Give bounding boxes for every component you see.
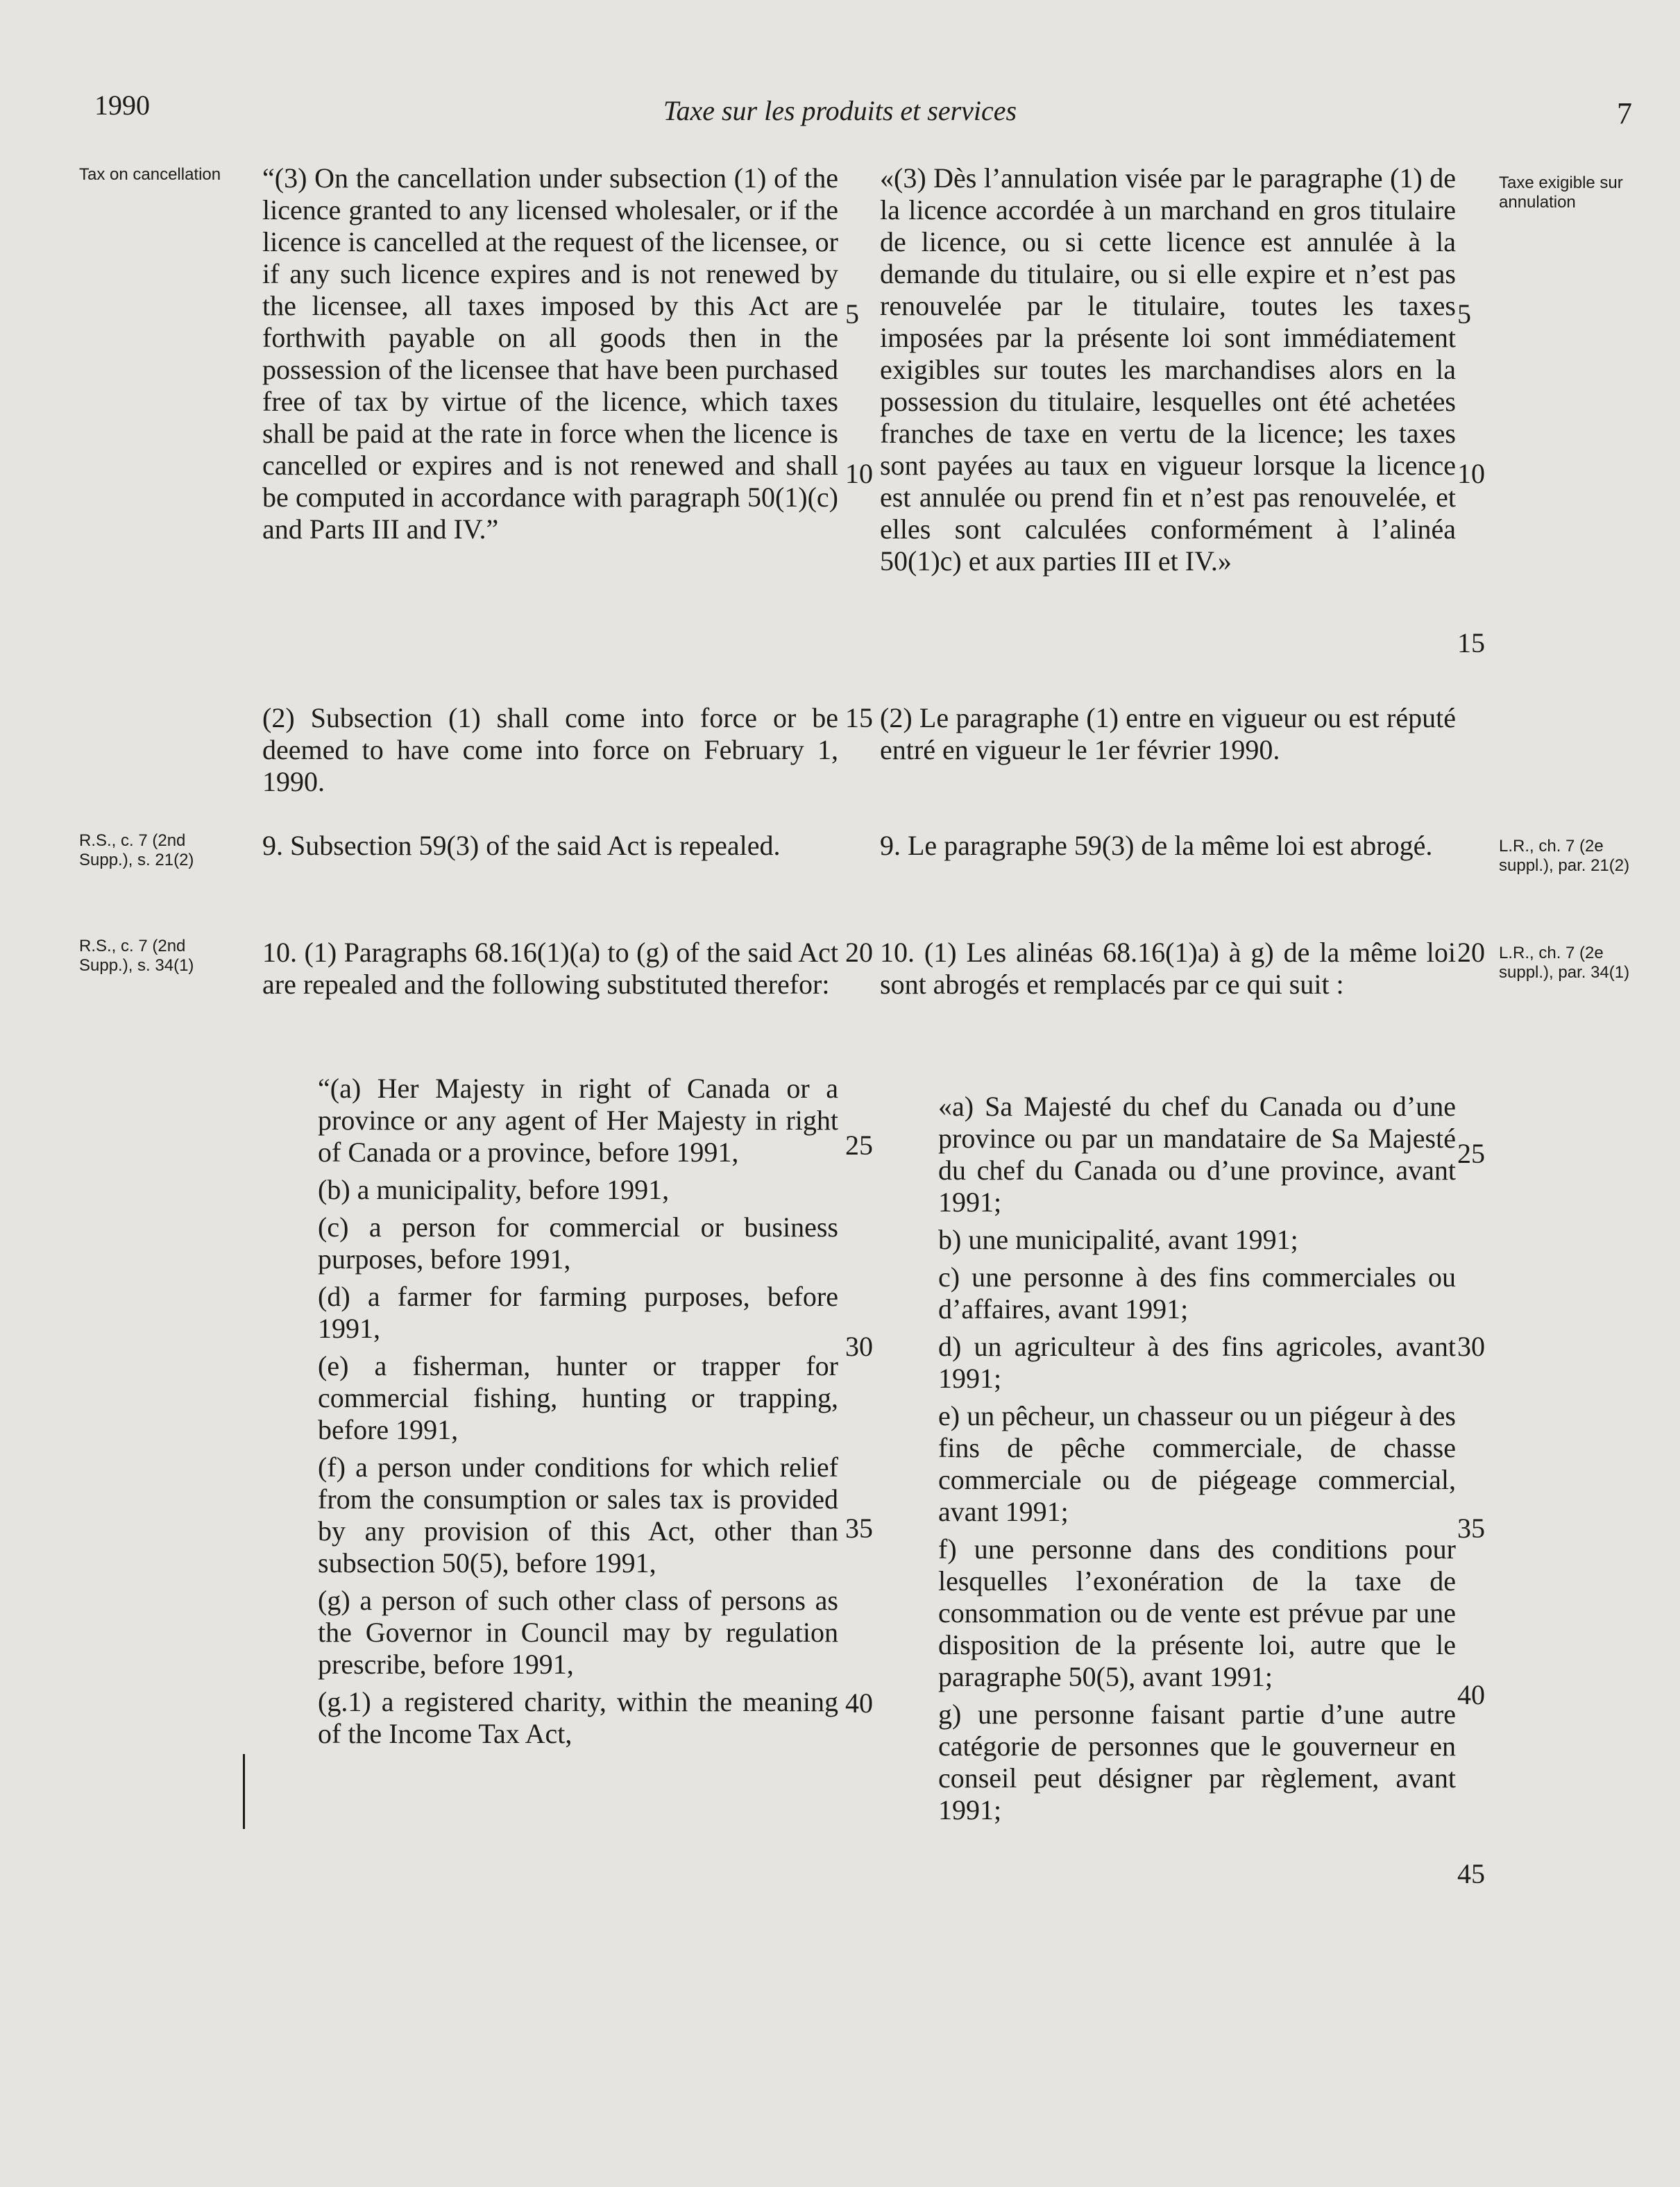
- fr-line-number: 25: [1457, 1138, 1485, 1169]
- en-paragraph-c: (c) a person for commercial or business purposes, before 1991,: [318, 1211, 838, 1275]
- fr-line-number: 35: [1457, 1513, 1485, 1544]
- en-section-10: [262, 937, 838, 1001]
- page-number: 7: [1617, 96, 1632, 130]
- en-line-number: 25: [845, 1130, 873, 1161]
- en-line-number: 10: [845, 458, 873, 489]
- en-subsection-2: [262, 702, 838, 798]
- fr-subsection-3: [880, 162, 1456, 577]
- en-section-10-text: 10. (1) Paragraphs 68.16(1)(a) to (g) of the said Act are repealed and the following substituted therefor:: [262, 937, 838, 1000]
- header-title: Taxe sur les produits et services: [663, 95, 1017, 126]
- en-line-number: 40: [845, 1687, 873, 1719]
- fr-alinea-a: «a) Sa Majesté du chef du Canada ou d’une province ou par un mandataire de Sa Majesté du chef du Canada ou d’une province, avant 1991;: [938, 1091, 1456, 1218]
- fr-subsection-2: [880, 702, 1456, 766]
- fr-alinea-e: e) un pêcheur, un chasseur ou un piégeur à des fins de pêche commerciale, de chasse commerciale ou de piégeage commercial, avant 1991;: [938, 1400, 1456, 1527]
- fr-alinea-c: c) une personne à des fins commerciales ou d’affaires, avant 1991;: [938, 1261, 1456, 1325]
- fr-line-number: 40: [1457, 1679, 1485, 1710]
- margin-note-tax-on-cancellation: Tax on cancellation: [79, 165, 221, 184]
- margin-note-taxe-exigible: Taxe exigible sur annulation: [1499, 173, 1623, 212]
- en-subsection-2-text: (2) Subsection (1) shall come into force or be deemed to have come into force on February 1, 1990.: [262, 702, 838, 797]
- fr-section-10: [880, 937, 1456, 1001]
- fr-section-9: [880, 830, 1456, 862]
- en-section-9: [262, 830, 838, 862]
- fr-line-number: 15: [1457, 627, 1485, 658]
- en-subsection-3: [262, 162, 838, 545]
- fr-line-number: 5: [1457, 298, 1471, 330]
- amendment-bar: [243, 1754, 245, 1829]
- en-line-number: 5: [845, 298, 859, 330]
- en-line-number: 30: [845, 1331, 873, 1362]
- en-paragraph-g1: (g.1) a registered charity, within the meaning of the Income Tax Act,: [318, 1686, 838, 1749]
- margin-note-lr-34-1: L.R., ch. 7 (2e suppl.), par. 34(1): [1499, 944, 1630, 982]
- fr-section-10-text: 10. (1) Les alinéas 68.16(1)a) à g) de la même loi sont abrogés et remplacés par ce qui suit :: [880, 937, 1456, 1000]
- fr-alinea-g: g) une personne faisant partie d’une autre catégorie de personnes que le gouverneur en conseil peut désigner par règlement, avant 1991;: [938, 1699, 1456, 1826]
- en-subsection-3-text: “(3) On the cancellation under subsection (1) of the licence granted to any licensed wholesaler, or if the licence is cancelled at the request of the licensee, or if any such licence expires and is not renewed by the licensee, all taxes imposed by this Act are forthwith payable on all goods then in the possession of the licensee that have been purchased free of tax by virtue of the licence, which taxes shall be paid at the rate in force when the licence is cancelled or expires and is not renewed and shall be computed in accordance with paragraph 50(1)(c) and Parts III and IV.”: [262, 162, 838, 545]
- fr-section-9-text: 9. Le paragraphe 59(3) de la même loi est abrogé.: [880, 830, 1433, 861]
- fr-alinea-b: b) une municipalité, avant 1991;: [938, 1224, 1298, 1255]
- fr-alinea-d: d) un agriculteur à des fins agricoles, avant 1991;: [938, 1331, 1456, 1394]
- fr-line-number: 20: [1457, 937, 1485, 968]
- fr-line-number: 10: [1457, 458, 1485, 489]
- en-paragraph-list: [318, 1073, 838, 1755]
- en-paragraph-a: “(a) Her Majesty in right of Canada or a province or any agent of Her Majesty in right of Canada or a province, before 1991,: [318, 1073, 838, 1168]
- en-line-number: 20: [845, 937, 873, 968]
- margin-note-lr-21-2: L.R., ch. 7 (2e suppl.), par. 21(2): [1499, 837, 1630, 875]
- fr-subsection-3-text: «(3) Dès l’annulation visée par le paragraphe (1) de la licence accordée à un marchand en gros titulaire de licence, ou si cette licence est annulée à la demande du titulaire, ou si elle expire et n’est pas renouvelée par le titulaire, toutes les taxes imposées par la présente loi sont immédiatement exigibles sur toutes les marchandises alors en la possession du titulaire, lesquelles ont été achetées franches de taxe en vertu de la licence; les taxes sont payées au taux en vigueur lorsque la licence est annulée ou prend fin et n’est pas renouvelée, et elles sont calculées conformément à l’alinéa 50(1)c) et aux parties III et IV.»: [880, 162, 1456, 577]
- en-line-number: 35: [845, 1513, 873, 1544]
- fr-paragraph-list: [938, 1091, 1456, 1832]
- en-paragraph-g: (g) a person of such other class of persons as the Governor in Council may by regulation prescribe, before 1991,: [318, 1585, 838, 1680]
- en-paragraph-e: (e) a fisherman, hunter or trapper for commercial fishing, hunting or trapping, before 1991,: [318, 1350, 838, 1445]
- margin-note-rs-21-2: R.S., c. 7 (2nd Supp.), s. 21(2): [79, 831, 194, 869]
- header-year: 1990: [94, 90, 150, 121]
- en-line-number: 15: [845, 702, 873, 733]
- fr-line-number: 30: [1457, 1331, 1485, 1362]
- margin-note-rs-34-1: R.S., c. 7 (2nd Supp.), s. 34(1): [79, 937, 194, 975]
- en-paragraph-d: (d) a farmer for farming purposes, before 1991,: [318, 1281, 838, 1344]
- fr-line-number: 45: [1457, 1858, 1485, 1889]
- fr-alinea-f: f) une personne dans des conditions pour lesquelles l’exonération de la taxe de consommation ou de vente est prévue par une disposition de la présente loi, autre que le paragraphe 50(5), avant 1991;: [938, 1533, 1456, 1692]
- fr-subsection-2-text: (2) Le paragraphe (1) entre en vigueur ou est réputé entré en vigueur le 1er février 1990.: [880, 702, 1456, 765]
- en-section-9-text: 9. Subsection 59(3) of the said Act is repealed.: [262, 830, 781, 861]
- en-paragraph-b: (b) a municipality, before 1991,: [318, 1174, 670, 1205]
- en-paragraph-f: (f) a person under conditions for which relief from the consumption or sales tax is provided by any provision of this Act, other than subsection 50(5), before 1991,: [318, 1452, 838, 1578]
